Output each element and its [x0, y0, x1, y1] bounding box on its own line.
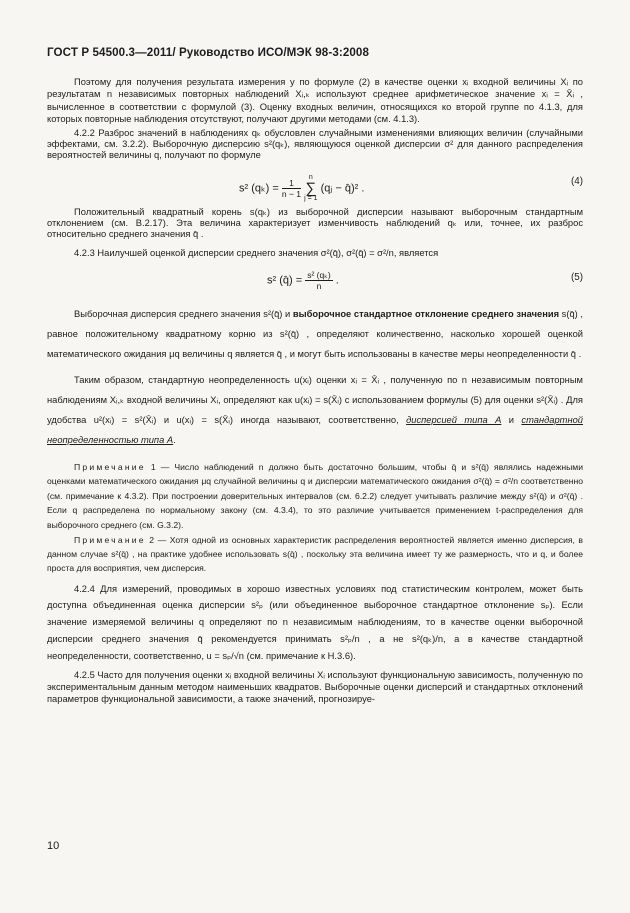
formula-4-rhs: (qⱼ − q̄)² . — [320, 181, 365, 194]
note-2 — [47, 533, 583, 575]
formula-5-fraction — [305, 270, 332, 291]
paragraph-standard-deviation: Положительный квадратный корень s(qₖ) из выборочной дисперсии называют выборочным стандартным отклонением (см. В.2.17). Эта величина характеризует изменчивость наблюдений qₖ или, точнее, их разброс относительно среднего значения q̄ . — [47, 206, 583, 240]
formula-4-numerator: 1 — [282, 178, 301, 189]
formula-4 — [47, 168, 583, 202]
formula-4-number: (4) — [571, 175, 583, 187]
paragraph-4-2-5: 4.2.5 Часто для получения оценки xᵢ входной величины Xᵢ используют функциональную зависимость, полученную по экспериментальным данным методом наименьших квадратов. Выборочные оценки дисперсий и стандартных отклонений параметров функциональной зависимости, а также значений, прогнозируе- — [47, 669, 583, 705]
formula-5-tail: . — [335, 274, 339, 287]
paragraph-standard-uncertainty — [47, 370, 583, 450]
formula-4-sum — [304, 174, 317, 203]
paragraph-sample-variance-mean-end: s(q̄) , равное положительному квадратному корню из s²(q̄) , определяют количественно, насколько хорошей оценкой математического ожидания μq величины q является q̄ , и могут быть использованы в качестве меры неопределенности q̄ . — [47, 308, 583, 359]
paragraph-standard-uncertainty-end: . — [173, 434, 176, 445]
term-type-a-variance: дисперсией типа А — [406, 414, 502, 425]
formula-5-number: (5) — [571, 271, 583, 283]
formula-5-expression — [267, 270, 339, 291]
formula-5-denominator: n — [316, 280, 322, 291]
formula-5-numerator: s² (qₖ) — [307, 269, 331, 280]
paragraph-4-2-4: 4.2.4 Для измерений, проводимых в хорошо известных условиях под статистическим контролем, может быть доступна объединенная оценка дисперсии s²ₚ (или объединенное выборочное стандартное отклонение sₚ). Если значение измеряемой величины q определяют по n независимым наблюдениям, то в качестве оценки выборочной дисперсии среднего значения q̄ рекомендуется принимать s²ₚ/n , а не s²(qₖ)/n, а в качестве стандартной неопределенности, соответственно, u = sₚ/√n (см. примечание к Н.3.6). — [47, 583, 583, 661]
sum-sign-icon: ∑ — [305, 179, 317, 197]
note-2-text: 2 — Хотя одной из основных характеристик распределения вероятностей является именно дисперсия, в данном случае s²(q̄) , на практике удобнее использовать s(q̄) , поскольку эта величина имеет ту же размерность, что и q, и более проста для восприятия, чем дисперсия. — [47, 534, 583, 573]
formula-5-lhs: s² (q̄) = — [267, 274, 303, 287]
document-body — [47, 76, 583, 706]
formula-4-fraction — [282, 178, 301, 199]
note-2-label: Примечание — [74, 534, 146, 545]
paragraph-standard-uncertainty-and: и — [501, 414, 522, 425]
formula-4-lhs: s² (qₖ) = — [239, 181, 279, 194]
formula-4-expression — [239, 174, 364, 203]
paragraph-estimate-method: Поэтому для получения результата измерения y по формуле (2) в качестве оценки xᵢ входной величины Xᵢ по результатам n независимых повторных наблюдений Xᵢ,ₖ используют среднее арифметическое значение xᵢ = X̄ᵢ , вычисленное в соответствии с формулой (3). Оценку входных величин, относящихся ко второй группе по 4.1.3, для которых повторные наблюдения отсутствуют, получают другими методами (см. 4.1.3). — [47, 77, 583, 125]
formula-4-sum-lower: j = 1 — [304, 194, 318, 202]
page-number: 10 — [47, 840, 60, 852]
paragraph-sample-variance-mean-start: Выборочная дисперсия среднего значения s²(q̄) и — [74, 308, 293, 319]
term-type-a-uncertainty: стандартной неопределенностью типа А — [47, 414, 583, 445]
note-1-label: Примечание — [74, 461, 146, 472]
term-sample-std-mean: выборочное стандартное отклонение среднего значения — [292, 308, 560, 319]
paragraph-4-2-3: 4.2.3 Наилучшей оценкой дисперсии среднего значения σ²(q̄), σ²(q̄) = σ²/n, является — [74, 248, 439, 259]
formula-5 — [47, 264, 583, 298]
formula-4-sum-upper: n — [308, 173, 313, 181]
formula-4-denominator: n − 1 — [281, 188, 302, 199]
document-header: ГОСТ Р 54500.3—2011/ Руководство ИСО/МЭК 98-3:2008 — [47, 46, 370, 59]
note-1-text: 1 — Число наблюдений n должно быть достаточно большим, чтобы q̄ и s²(q̄) являлись надежными оценками математического ожидания μq случайной величины q и дисперсии математического ожидания σ²(q̄) = σ²/n соответственно (см. примечание к 4.3.2). При построении доверительных интервалов (см. 6.2.2) следует учитывать различие между s²(q̄) и σ²(q̄) . Если q распределена по нормальному закону (см. 4.3.4), то это различие учитывается применением t-распределения для выборочного среднего (см. G.3.2). — [47, 461, 583, 531]
paragraph-4-2-2: 4.2.2 Разброс значений в наблюдениях qₖ обусловлен случайными изменениями влияющих величин (случайными эффектами, см. 3.2.2). Выборочную дисперсию s²(qₖ), являющуюся оценкой дисперсии σ² для данного распределения вероятностей величины q, получают по формуле — [47, 127, 583, 161]
paragraph-standard-uncertainty-start: Таким образом, стандартную неопределенность u(xᵢ) оценки xᵢ = X̄ᵢ , полученную по n независимым повторным наблюдениям Xᵢ,ₖ входной величины Xᵢ, определяют как u(xᵢ) = s(X̄ᵢ) с использованием формулы (5) для оценки s²(X̄ᵢ) . Для удобства u²(xᵢ) = s²(X̄ᵢ) и u(xᵢ) = s(X̄ᵢ) иногда называют, соответственно, — [47, 374, 583, 425]
paragraph-sample-variance-mean — [47, 304, 583, 364]
note-1 — [47, 460, 583, 533]
